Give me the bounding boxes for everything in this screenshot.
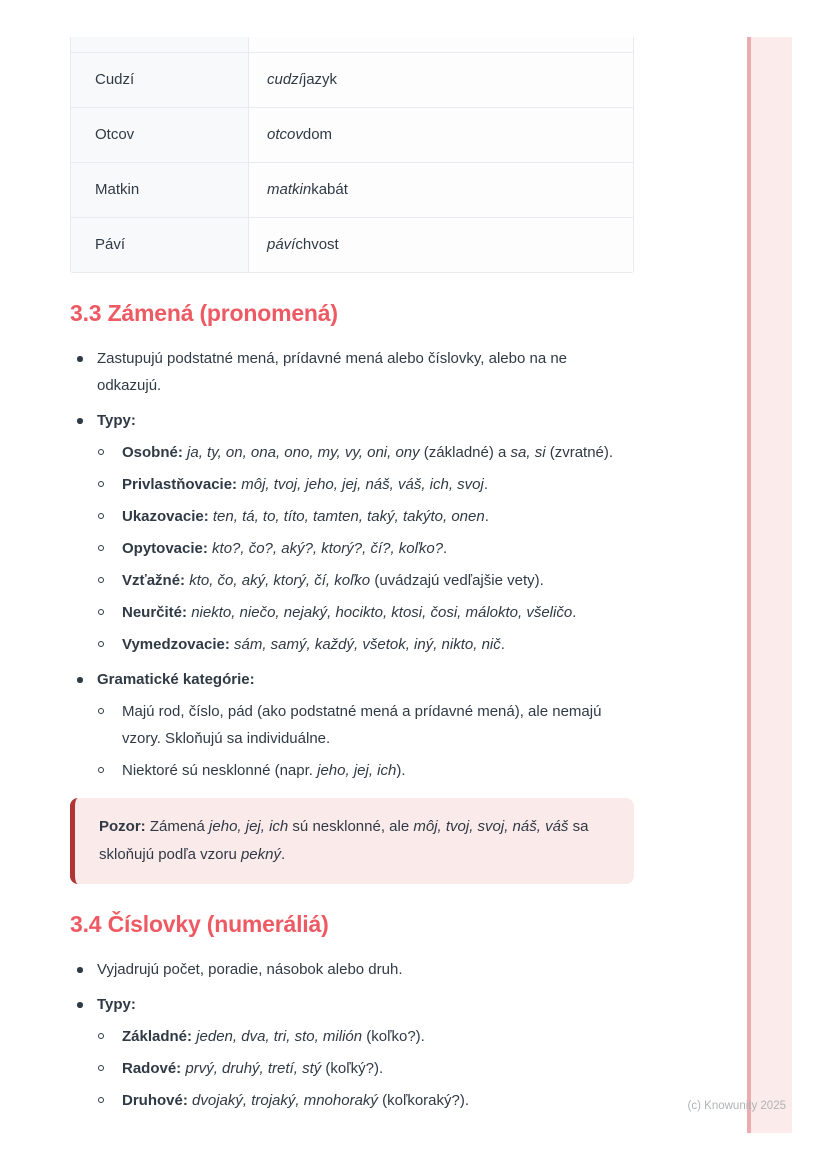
- list-item-text: Zastupujú podstatné mená, prídavné mená alebo číslovky, alebo na ne odkazujú.: [97, 350, 568, 394]
- table-cell-example: otcov dom: [249, 108, 633, 162]
- pronoun-types-list: [97, 439, 634, 658]
- section-heading-numerals: 3.4 Číslovky (numeráliá): [70, 911, 329, 937]
- list-item-gramaticke-kategorie: [70, 666, 634, 784]
- table-cell-term: Páví: [71, 218, 249, 272]
- table-cell-term: Matkin: [71, 163, 249, 217]
- list-item-text: Vyjadrujú počet, poradie, násobok alebo druh.: [97, 961, 403, 978]
- pronouns-list: [70, 345, 634, 784]
- list-item-text: Neurčité: niekto, niečo, nejaký, hocikto, ktosi, čosi, málokto, všeličo.: [122, 604, 577, 621]
- table-cell-example: páví chvost: [249, 218, 633, 272]
- table-cell-term: [71, 37, 249, 52]
- table-row-partial: [71, 37, 633, 52]
- list-item-text: Ukazovacie: ten, tá, to, títo, tamten, taký, takýto, onen.: [122, 508, 489, 525]
- list-item-typy: [70, 407, 634, 658]
- warning-callout: [70, 798, 634, 884]
- table-row: [71, 107, 633, 162]
- section-heading-pronouns: 3.3 Zámená (pronomená): [70, 300, 338, 326]
- list-item-text: Typy:: [97, 996, 136, 1013]
- table-row: [71, 162, 633, 217]
- table-row: [71, 52, 633, 107]
- grammar-categories-list: [97, 698, 634, 784]
- sub-item-radove: [97, 1055, 634, 1082]
- copyright-footer: (c) Knowunity 2025: [687, 1100, 786, 1112]
- list-item-text: Gramatické kategórie:: [97, 671, 255, 688]
- sub-item-vymedzovacie: [97, 631, 634, 658]
- list-item-text: Niektoré sú nesklonné (napr. jeho, jej, ich).: [122, 762, 406, 779]
- list-item-text: Druhové: dvojaký, trojaký, mnohoraký (koľkoraký?).: [122, 1092, 469, 1109]
- list-item-text: Opytovacie: kto?, čo?, aký?, ktorý?, čí?, koľko?.: [122, 540, 448, 557]
- list-item-intro: [70, 345, 634, 399]
- sub-item-opytovacie: [97, 535, 634, 562]
- document-content: [70, 37, 634, 1122]
- list-item-text: Vzťažné: kto, čo, aký, ktorý, čí, koľko (uvádzajú vedľajšie vety).: [122, 572, 544, 589]
- callout-text: Pozor: Zámená jeho, jej, ich sú nesklonné, ale môj, tvoj, svoj, náš, váš sa skloňujú podľa vzoru pekný.: [99, 818, 589, 863]
- list-item-typy: [70, 991, 634, 1114]
- sub-item-osobne: [97, 439, 634, 466]
- table-cell-example: matkin kabát: [249, 163, 633, 217]
- table-cell-term: Cudzí: [71, 53, 249, 107]
- sub-item-zakladne: [97, 1023, 634, 1050]
- decorative-side-stripe: [747, 37, 792, 1133]
- table-cell-example: [249, 37, 633, 52]
- sub-item-ukazovacie: [97, 503, 634, 530]
- list-item-text: Majú rod, číslo, pád (ako podstatné mená a prídavné mená), ale nemajú vzory. Skloňujú sa individuálne.: [122, 703, 602, 747]
- table-cell-term: Otcov: [71, 108, 249, 162]
- list-item-intro: [70, 956, 634, 983]
- possessive-adjectives-table: [70, 37, 634, 273]
- sub-item-vztazne: [97, 567, 634, 594]
- list-item-text: Vymedzovacie: sám, samý, každý, všetok, iný, nikto, nič.: [122, 636, 505, 653]
- numeral-types-list: [97, 1023, 634, 1114]
- sub-item-nesklonne: [97, 757, 634, 784]
- list-item-text: Privlastňovacie: môj, tvoj, jeho, jej, náš, váš, ich, svoj.: [122, 476, 489, 493]
- table-row: [71, 217, 633, 272]
- numerals-list: [70, 956, 634, 1114]
- list-item-text: Radové: prvý, druhý, tretí, stý (koľký?).: [122, 1060, 384, 1077]
- sub-item-maju-rod: [97, 698, 634, 752]
- list-item-text: Základné: jeden, dva, tri, sto, milión (koľko?).: [122, 1028, 425, 1045]
- sub-item-neurcite: [97, 599, 634, 626]
- table-cell-example: cudzí jazyk: [249, 53, 633, 107]
- list-item-text: Osobné: ja, ty, on, ona, ono, my, vy, oni, ony (základné) a sa, si (zvratné).: [122, 444, 614, 461]
- sub-item-druhove: [97, 1087, 634, 1114]
- sub-item-privlastnovacie: [97, 471, 634, 498]
- list-item-text: Typy:: [97, 412, 136, 429]
